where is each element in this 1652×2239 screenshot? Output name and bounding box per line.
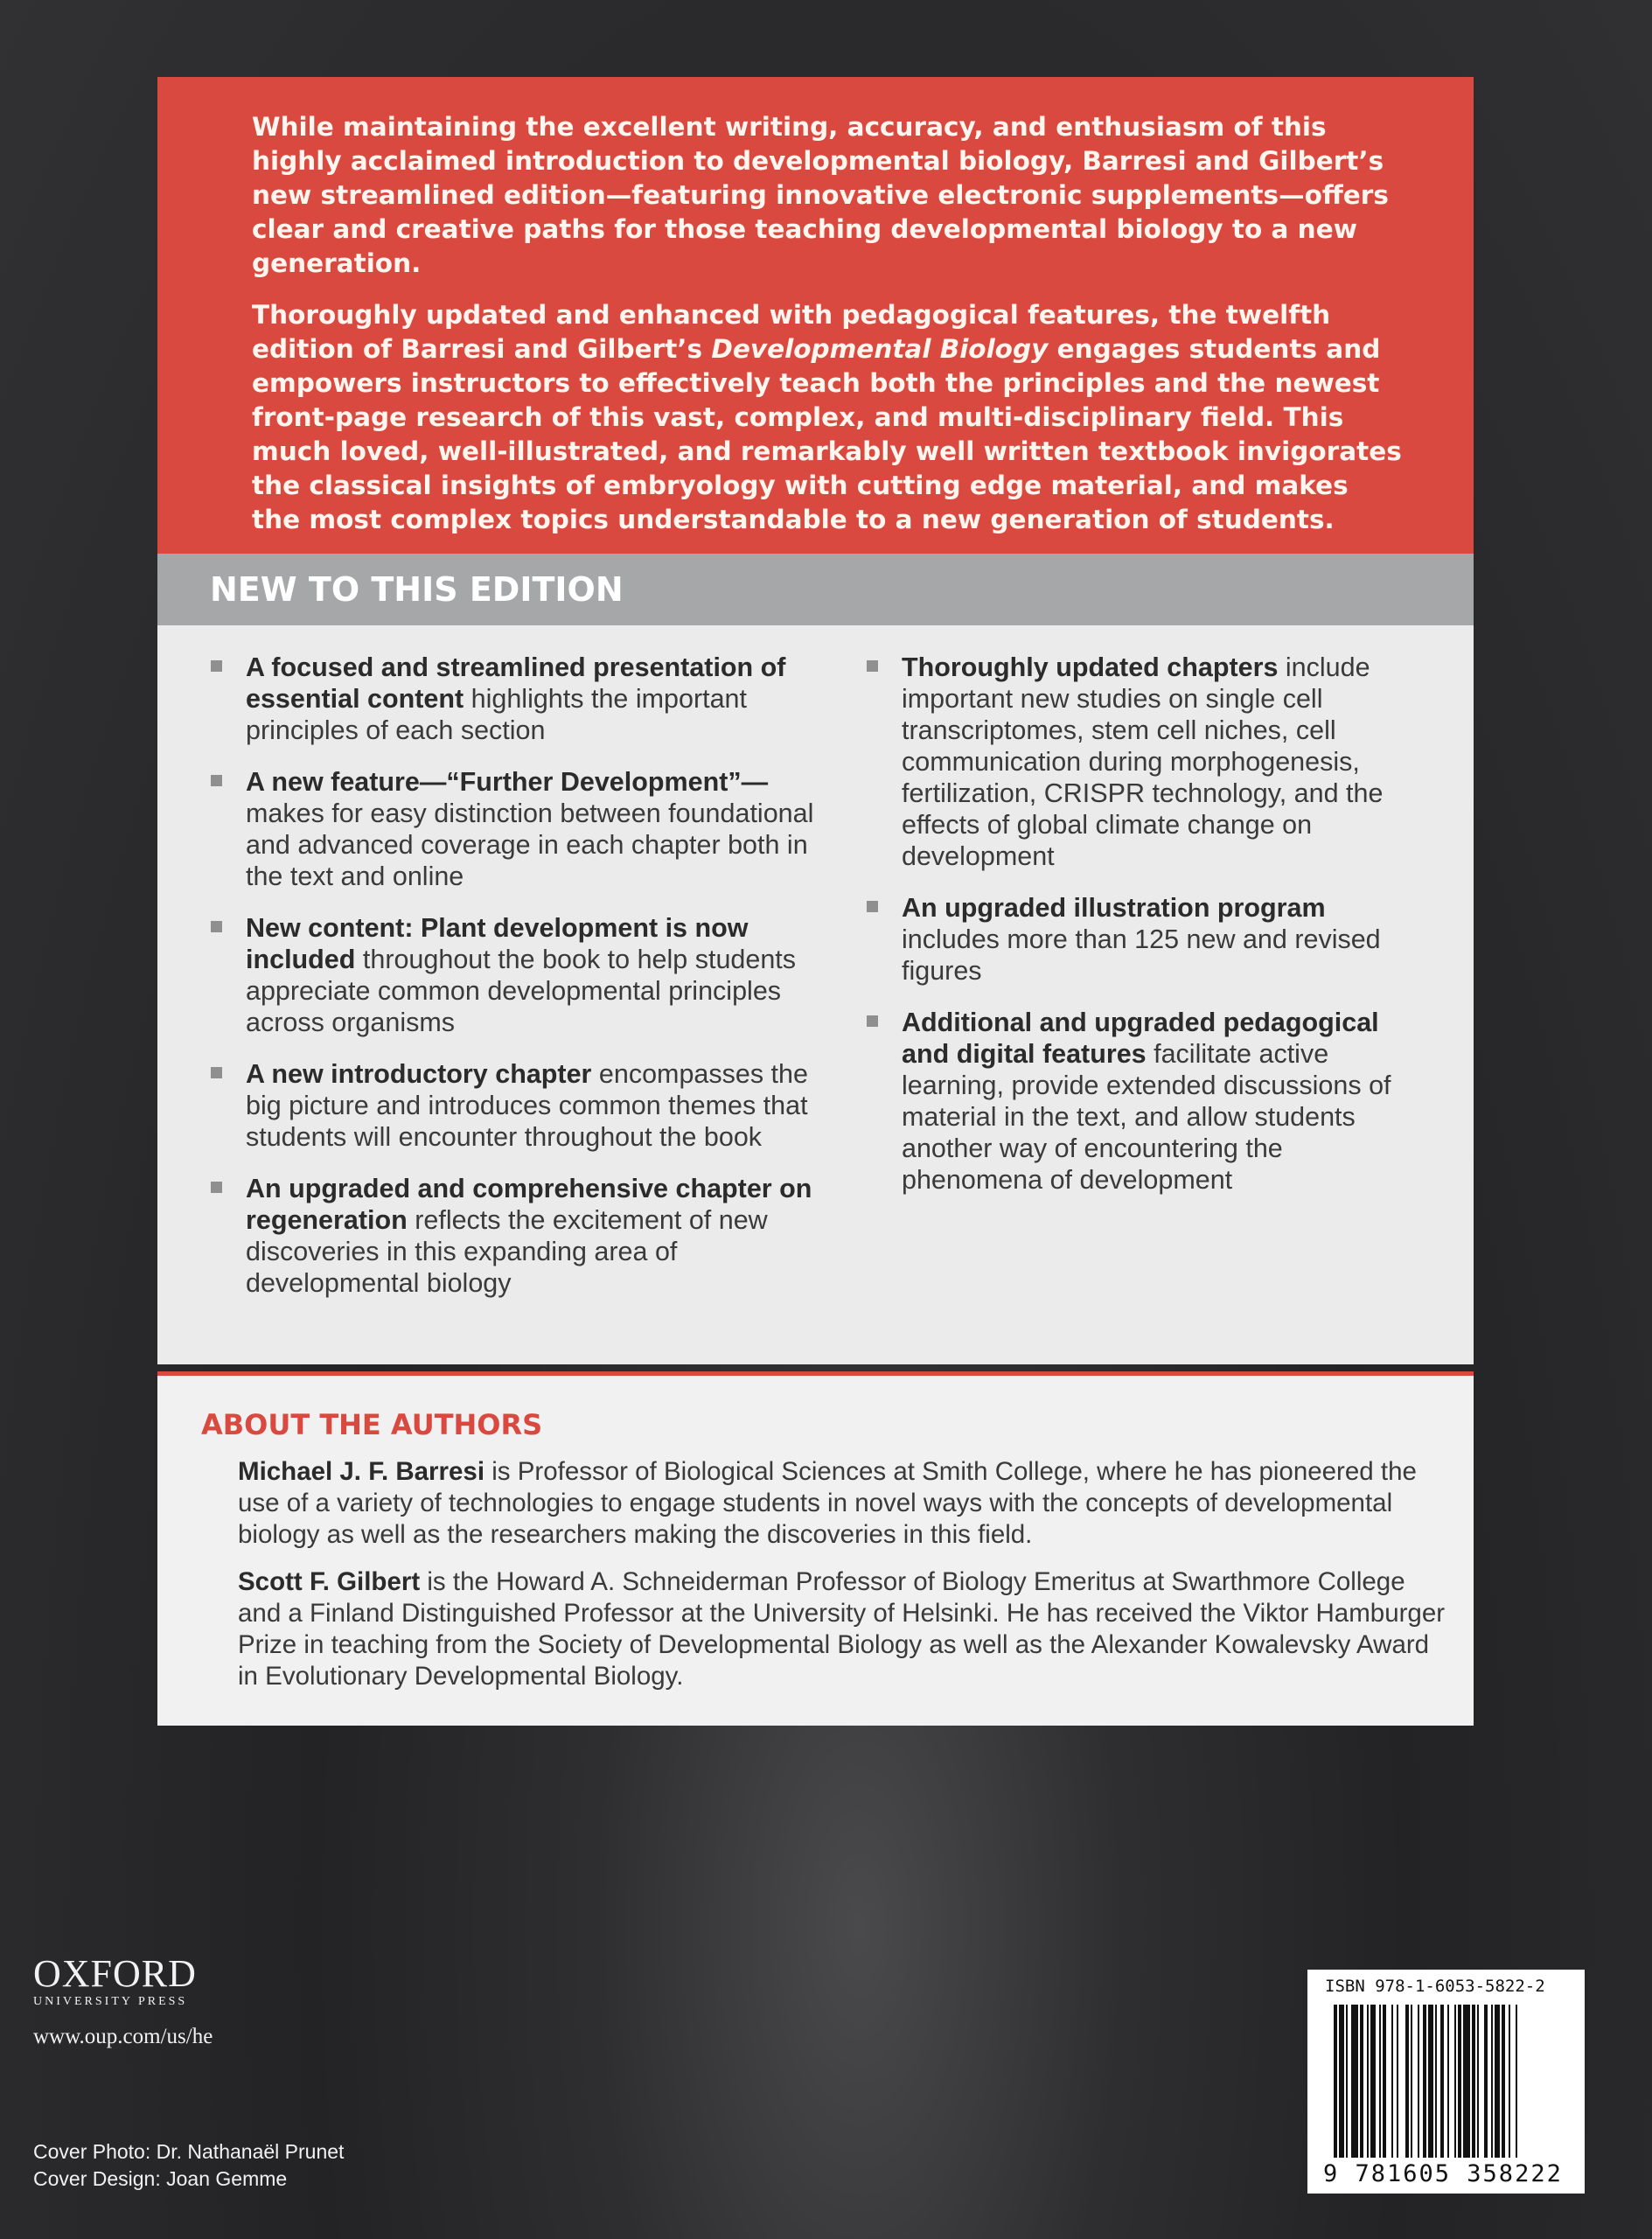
- p2-after: engages students and empowers instructors to effectively teach both the principles and the newest front-page research of this vast, complex, and multi-disciplinary field. This much loved, well-illustrated, and remarkably well written textbook invigorates the classical insights of embryology with cutting edge material, and makes the most complex topics understandable to a new generation of students.: [252, 334, 1402, 534]
- feature-item: [206, 1173, 818, 1299]
- feature-item: [861, 652, 1421, 872]
- feature-item: [206, 912, 818, 1038]
- barcode-number: 9 781605 358222: [1323, 2160, 1563, 2187]
- feature-text: makes for easy distinction between foundational and advanced coverage in each chapter both in the text and online: [246, 799, 814, 891]
- author-bio-gilbert: [238, 1566, 1453, 1692]
- cover-photo-credit: Cover Photo: Dr. Nathanaël Prunet: [33, 2140, 345, 2163]
- feature-bold: An upgraded and comprehensive chapter on regeneration: [246, 1174, 812, 1235]
- feature-text: encompasses the big picture and introduces common themes that students will encounter throughout the book: [246, 1059, 808, 1152]
- feature-item: [206, 1058, 818, 1153]
- feature-item: [861, 892, 1421, 987]
- feature-bold: New content: Plant development is now included: [246, 913, 749, 974]
- about-authors-panel: [157, 1371, 1474, 1726]
- features-right-column: [861, 652, 1421, 1216]
- author-name: Michael J. F. Barresi: [238, 1457, 485, 1486]
- about-authors-heading: ABOUT THE AUTHORS: [201, 1408, 543, 1441]
- feature-text: includes more than 125 new and revised figures: [902, 924, 1381, 986]
- feature-bold: A new feature—“Further Development”—: [246, 767, 769, 797]
- p2-before: Thoroughly updated and enhanced with pedagogical features, the twelfth edition of Barresi and Gilbert’s: [252, 300, 1331, 364]
- isbn-label: ISBN 978-1-6053-5822-2: [1325, 1977, 1545, 1996]
- feature-bold: Thoroughly updated chapters: [902, 652, 1279, 682]
- feature-text: highlights the important principles of each section: [246, 684, 747, 745]
- logo-subtitle: UNIVERSITY PRESS: [33, 1995, 188, 2008]
- author-bio-text: is the Howard A. Schneiderman Professor of Biology Emeritus at Swarthmore College and a Finland Distinguished Professor at the University of Helsinki. He has received the Viktor Hamburger Prize in teaching from the Society of Developmental Biology as well as the Alexander Kowalevsky Award in Evolutionary Developmental Biology.: [238, 1567, 1446, 1691]
- description-panel: [157, 77, 1474, 554]
- new-edition-heading: NEW TO THIS EDITION: [157, 554, 1474, 625]
- publisher-website: www.oup.com/us/he: [33, 2025, 213, 2048]
- feature-item: [861, 1007, 1421, 1196]
- feature-text: facilitate active learning, provide extended discussions of material in the text, and allow students another way of encountering the phenomena of development: [902, 1039, 1391, 1195]
- description-paragraph-1: While maintaining the excellent writing, accuracy, and enthusiasm of this highly acclaimed introduction to developmental biology, Barresi and Gilbert’s new streamlined edition—featuring innovative electronic supplements—offers clear and creative paths for those teaching developmental biology to a new generation.: [252, 112, 1389, 278]
- book-title: Developmental Biology: [711, 334, 1049, 364]
- logo-name: OXFORD: [33, 1952, 197, 1995]
- square-bullet-icon: [211, 660, 222, 672]
- square-bullet-icon: [867, 1015, 878, 1027]
- feature-text: throughout the book to help students appreciate common developmental principles across organisms: [246, 945, 797, 1037]
- author-bio-barresi: [238, 1456, 1453, 1551]
- author-name: Scott F. Gilbert: [238, 1567, 421, 1596]
- feature-bold: Additional and upgraded pedagogical and digital features: [902, 1008, 1379, 1069]
- description-paragraph-2: [252, 298, 1404, 537]
- author-bio-text: is Professor of Biological Sciences at Smith College, where he has pioneered the use of a variety of technologies to engage students in novel ways with the concepts of developmental biology as well as the researchers making the discoveries in this field.: [238, 1457, 1417, 1549]
- features-left-column: [206, 652, 818, 1319]
- cover-design-credit: Cover Design: Joan Gemme: [33, 2167, 288, 2190]
- square-bullet-icon: [867, 901, 878, 912]
- feature-bold: A new introductory chapter: [246, 1059, 592, 1089]
- square-bullet-icon: [211, 1182, 222, 1193]
- oxford-logo: [33, 1952, 197, 2009]
- square-bullet-icon: [211, 1067, 222, 1078]
- new-edition-features: [157, 625, 1474, 1364]
- feature-text: reflects the excitement of new discoveries in this expanding area of developmental biology: [246, 1205, 768, 1298]
- square-bullet-icon: [211, 921, 222, 932]
- square-bullet-icon: [211, 775, 222, 786]
- isbn-barcode: [1307, 1970, 1585, 2194]
- square-bullet-icon: [867, 660, 878, 672]
- feature-item: [206, 766, 818, 892]
- feature-text: include important new studies on single cell transcriptomes, stem cell niches, cell communication during morphogenesis, fertilization, CRISPR technology, and the effects of global climate change on development: [902, 652, 1384, 871]
- barcode-bars-icon: [1334, 2005, 1563, 2158]
- feature-bold: An upgraded illustration program: [902, 893, 1326, 923]
- feature-item: [206, 652, 818, 746]
- feature-bold: A focused and streamlined presentation of essential content: [246, 652, 786, 714]
